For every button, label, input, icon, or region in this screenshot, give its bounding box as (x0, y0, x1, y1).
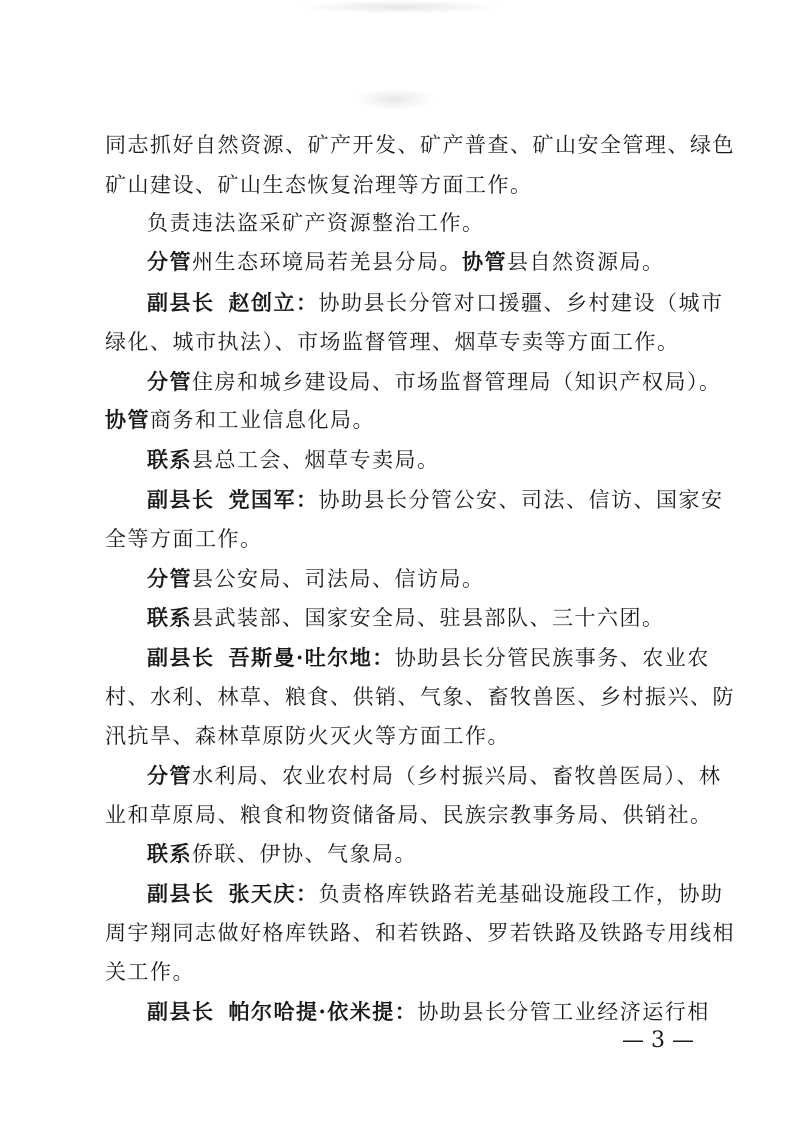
text-line: 同志抓好自然资源、矿产开发、矿产普查、矿山安全管理、绿色 (105, 133, 735, 157)
text-line: 周宇翔同志做好格库铁路、和若铁路、罗若铁路及铁路专用线相 (105, 921, 735, 945)
page-number: — 3 — (622, 1028, 694, 1053)
keyword-fenguan: 分管 (147, 566, 192, 591)
official-title: 副县长 (147, 645, 215, 670)
official-name: 党国军： (228, 487, 319, 512)
text-line: 全等方面工作。 (105, 527, 263, 551)
official-name: 赵创立： (228, 290, 319, 315)
text-line: 协管商务和工业信息化局。 (105, 407, 375, 432)
text-line: 分管住房和城乡建设局、市场监督管理局（知识产权局）。 (147, 369, 722, 394)
keyword-fenguan: 分管 (147, 763, 192, 788)
text-line: 副县长 张天庆：负责格库铁路若羌基础设施段工作，协助 (147, 881, 724, 906)
keyword-fenguan: 分管 (147, 249, 192, 274)
text-line: 联系侨联、伊协、气象局。 (147, 841, 417, 866)
text-line: 关工作。 (105, 960, 195, 984)
text-line: 业和草原局、粮食和物资储备局、民族宗教事务局、供销社。 (105, 803, 713, 827)
text-line: 分管州生态环境局若羌县分局。协管县自然资源局。 (147, 249, 665, 274)
keyword-fenguan: 分管 (147, 369, 192, 394)
official-title: 副县长 (147, 290, 215, 315)
text-line: 矿山建设、矿山生态恢复治理等方面工作。 (105, 173, 533, 197)
official-title: 副县长 (147, 881, 215, 906)
text-line: 联系县总工会、烟草专卖局。 (147, 447, 440, 472)
keyword-xieguan: 协管 (105, 407, 150, 432)
text-line: 分管水利局、农业农村局（乡村振兴局、畜牧兽医局）、林 (147, 763, 722, 788)
official-name: 吾斯曼·吐尔地： (228, 645, 395, 670)
keyword-lianxi: 联系 (147, 841, 192, 866)
official-title: 副县长 (147, 487, 215, 512)
text-line: 分管县公安局、司法局、信访局。 (147, 566, 485, 591)
text-line: 副县长 赵创立：协助县长分管对口援疆、乡村建设（城市 (147, 290, 724, 315)
text-line: 负责违法盗采矿产资源整治工作。 (147, 211, 485, 235)
text-line: 副县长 帕尔哈提·依米提：协助县长分管工业经济运行相 (147, 999, 710, 1024)
scan-smudge (300, 0, 500, 14)
keyword-xieguan: 协管 (462, 249, 507, 274)
text-line: 村、水利、林草、粮食、供销、气象、畜牧兽医、乡村振兴、防 (105, 685, 735, 709)
text-line: 副县长 吾斯曼·吐尔地：协助县长分管民族事务、农业农 (147, 645, 710, 670)
official-name: 帕尔哈提·依米提： (228, 999, 418, 1024)
text-line: 联系县武装部、国家安全局、驻县部队、三十六团。 (147, 605, 665, 630)
official-name: 张天庆： (228, 881, 319, 906)
keyword-lianxi: 联系 (147, 447, 192, 472)
text-line: 副县长 党国军：协助县长分管公安、司法、信访、国家安 (147, 487, 724, 512)
keyword-lianxi: 联系 (147, 605, 192, 630)
text-line: 绿化、城市执法）、市场监督管理、烟草专卖等方面工作。 (105, 330, 680, 354)
text-line: 汛抗旱、森林草原防火灭火等方面工作。 (105, 724, 510, 748)
official-title: 副县长 (147, 999, 215, 1024)
scan-smudge (355, 88, 435, 110)
